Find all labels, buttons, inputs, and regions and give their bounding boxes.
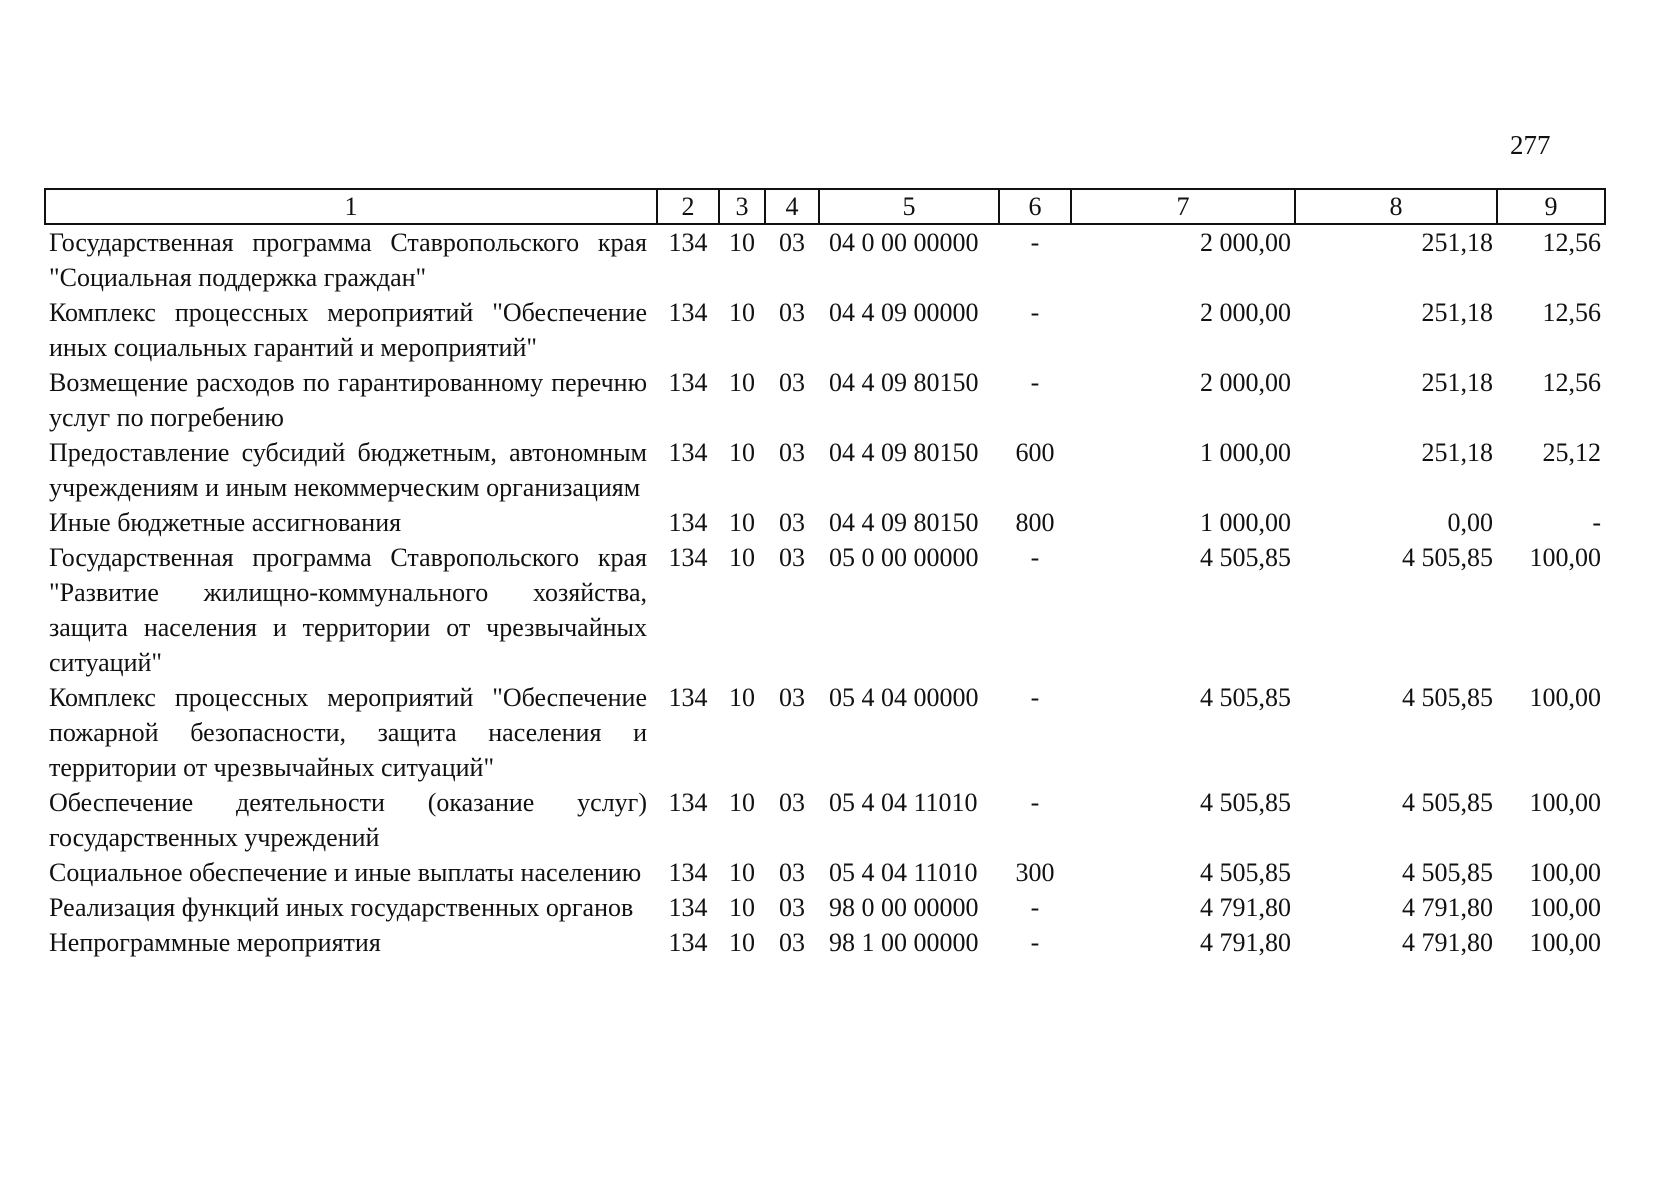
planned-amount: 2 000,00 xyxy=(1200,298,1291,327)
admin-code: 134 xyxy=(668,858,708,887)
item-name: Комплекс процессных мероприятий "Обеспечение пожарной безопасности, защита населения и территории от чрезвычайных ситуаций" xyxy=(49,683,647,782)
budget-table xyxy=(44,188,1606,960)
column-header-2: 2 xyxy=(657,189,719,224)
expense-type-code: - xyxy=(1030,928,1040,957)
target-article-code: 04 4 09 80150 xyxy=(829,438,979,467)
item-name: Государственная программа Ставропольского края "Развитие жилищно-коммунального хозяйства, защита населения и территории от чрезвычайных ситуаций" xyxy=(49,543,647,677)
planned-amount: 4 505,85 xyxy=(1200,683,1291,712)
column-header-1: 1 xyxy=(45,189,657,224)
expense-type-code: 600 xyxy=(1015,438,1055,467)
target-article-code: 04 4 09 80150 xyxy=(829,508,979,537)
header-row xyxy=(45,189,1605,224)
section-code: 10 xyxy=(729,508,755,537)
executed-amount: 251,18 xyxy=(1421,298,1493,327)
execution-percent: 12,56 xyxy=(1542,368,1601,397)
table-row xyxy=(45,680,1605,785)
target-article-code: 98 1 00 00000 xyxy=(829,928,979,957)
target-article-code: 05 0 00 00000 xyxy=(829,543,979,572)
column-header-9: 9 xyxy=(1497,189,1605,224)
subsection-code: 03 xyxy=(779,543,805,572)
admin-code: 134 xyxy=(668,368,708,397)
expense-type-code: 800 xyxy=(1015,508,1055,537)
executed-amount: 4 505,85 xyxy=(1402,858,1493,887)
subsection-code: 03 xyxy=(779,788,805,817)
column-header-8: 8 xyxy=(1295,189,1497,224)
table-row xyxy=(45,855,1605,890)
subsection-code: 03 xyxy=(779,368,805,397)
target-article-code: 98 0 00 00000 xyxy=(829,893,979,922)
executed-amount: 251,18 xyxy=(1421,368,1493,397)
column-header-5: 5 xyxy=(819,189,999,224)
item-name: Реализация функций иных государственных органов xyxy=(49,893,634,922)
section-code: 10 xyxy=(729,543,755,572)
executed-amount: 4 791,80 xyxy=(1402,893,1493,922)
table-row xyxy=(45,224,1605,295)
execution-percent: 100,00 xyxy=(1529,788,1601,817)
section-code: 10 xyxy=(729,368,755,397)
table-row xyxy=(45,435,1605,505)
admin-code: 134 xyxy=(668,508,708,537)
admin-code: 134 xyxy=(668,543,708,572)
table-row xyxy=(45,505,1605,540)
item-name: Непрограммные мероприятия xyxy=(49,928,381,957)
admin-code: 134 xyxy=(668,893,708,922)
planned-amount: 4 791,80 xyxy=(1200,928,1291,957)
table-row xyxy=(45,890,1605,925)
planned-amount: 4 505,85 xyxy=(1200,858,1291,887)
executed-amount: 251,18 xyxy=(1421,228,1493,257)
planned-amount: 4 505,85 xyxy=(1200,543,1291,572)
column-header-4: 4 xyxy=(765,189,819,224)
subsection-code: 03 xyxy=(779,508,805,537)
table-row xyxy=(45,785,1605,855)
admin-code: 134 xyxy=(668,438,708,467)
column-header-3: 3 xyxy=(719,189,765,224)
expense-type-code: - xyxy=(1030,228,1040,257)
executed-amount: 4 505,85 xyxy=(1402,683,1493,712)
execution-percent: 12,56 xyxy=(1542,228,1601,257)
execution-percent: 100,00 xyxy=(1529,543,1601,572)
expense-type-code: - xyxy=(1030,788,1040,817)
planned-amount: 4 505,85 xyxy=(1200,788,1291,817)
column-header-7: 7 xyxy=(1071,189,1295,224)
target-article-code: 05 4 04 00000 xyxy=(829,683,979,712)
item-name: Социальное обеспечение и иные выплаты населению xyxy=(49,858,642,887)
execution-percent: - xyxy=(1592,508,1601,537)
expense-type-code: - xyxy=(1030,543,1040,572)
item-name: Иные бюджетные ассигнования xyxy=(49,508,402,537)
expense-type-code: - xyxy=(1030,368,1040,397)
subsection-code: 03 xyxy=(779,683,805,712)
target-article-code: 05 4 04 11010 xyxy=(829,858,978,887)
admin-code: 134 xyxy=(668,298,708,327)
execution-percent: 25,12 xyxy=(1542,438,1601,467)
item-name: Комплекс процессных мероприятий "Обеспечение иных социальных гарантий и мероприятий" xyxy=(49,298,647,362)
planned-amount: 4 791,80 xyxy=(1200,893,1291,922)
item-name: Государственная программа Ставропольского края "Социальная поддержка граждан" xyxy=(49,228,647,292)
admin-code: 134 xyxy=(668,788,708,817)
table-body xyxy=(45,224,1605,960)
subsection-code: 03 xyxy=(779,298,805,327)
table-row xyxy=(45,295,1605,365)
target-article-code: 04 4 09 00000 xyxy=(829,298,979,327)
planned-amount: 1 000,00 xyxy=(1200,508,1291,537)
execution-percent: 100,00 xyxy=(1529,893,1601,922)
section-code: 10 xyxy=(729,893,755,922)
target-article-code: 05 4 04 11010 xyxy=(829,788,978,817)
table-row xyxy=(45,365,1605,435)
admin-code: 134 xyxy=(668,228,708,257)
page-number: 277 xyxy=(1510,130,1551,160)
section-code: 10 xyxy=(729,298,755,327)
target-article-code: 04 4 09 80150 xyxy=(829,368,979,397)
subsection-code: 03 xyxy=(779,228,805,257)
expense-type-code: - xyxy=(1030,298,1040,327)
target-article-code: 04 0 00 00000 xyxy=(829,228,979,257)
planned-amount: 2 000,00 xyxy=(1200,368,1291,397)
item-name: Обеспечение деятельности (оказание услуг) государственных учреждений xyxy=(49,788,647,852)
table-row xyxy=(45,925,1605,960)
executed-amount: 0,00 xyxy=(1447,508,1493,537)
item-name: Предоставление субсидий бюджетным, автономным учреждениям и иным некоммерческим организациям xyxy=(49,438,647,502)
planned-amount: 2 000,00 xyxy=(1200,228,1291,257)
executed-amount: 4 505,85 xyxy=(1402,788,1493,817)
expense-type-code: - xyxy=(1030,893,1040,922)
execution-percent: 12,56 xyxy=(1542,298,1601,327)
column-header-6: 6 xyxy=(999,189,1071,224)
section-code: 10 xyxy=(729,928,755,957)
executed-amount: 251,18 xyxy=(1421,438,1493,467)
expense-type-code: - xyxy=(1030,683,1040,712)
subsection-code: 03 xyxy=(779,893,805,922)
expense-type-code: 300 xyxy=(1015,858,1055,887)
section-code: 10 xyxy=(729,683,755,712)
execution-percent: 100,00 xyxy=(1529,928,1601,957)
executed-amount: 4 791,80 xyxy=(1402,928,1493,957)
planned-amount: 1 000,00 xyxy=(1200,438,1291,467)
execution-percent: 100,00 xyxy=(1529,858,1601,887)
subsection-code: 03 xyxy=(779,438,805,467)
execution-percent: 100,00 xyxy=(1529,683,1601,712)
item-name: Возмещение расходов по гарантированному перечню услуг по погребению xyxy=(49,368,647,432)
admin-code: 134 xyxy=(668,683,708,712)
section-code: 10 xyxy=(729,228,755,257)
admin-code: 134 xyxy=(668,928,708,957)
table-row xyxy=(45,540,1605,680)
section-code: 10 xyxy=(729,788,755,817)
section-code: 10 xyxy=(729,438,755,467)
executed-amount: 4 505,85 xyxy=(1402,543,1493,572)
section-code: 10 xyxy=(729,858,755,887)
subsection-code: 03 xyxy=(779,928,805,957)
subsection-code: 03 xyxy=(779,858,805,887)
